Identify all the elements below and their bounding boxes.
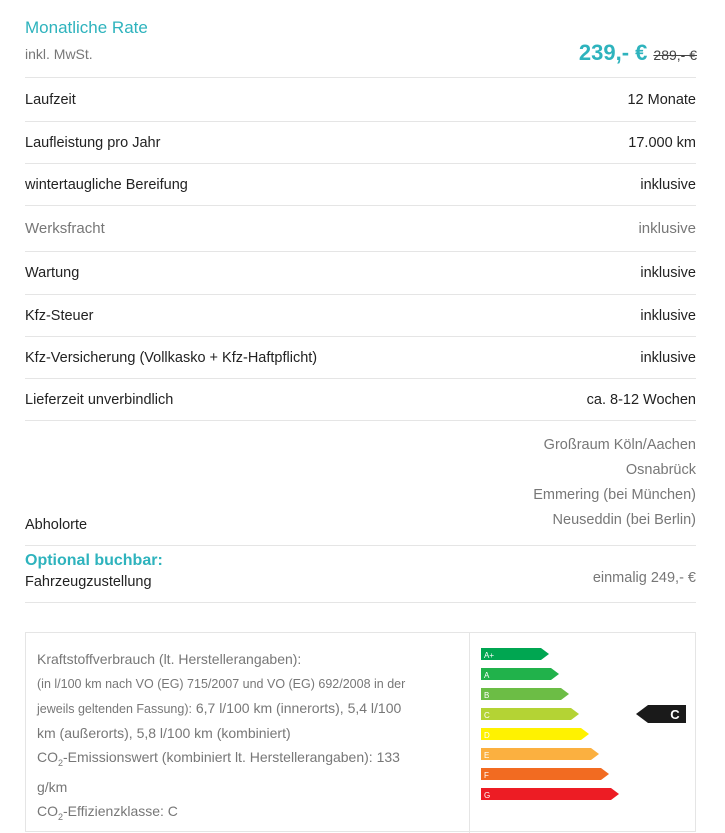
- active-class-letter: C: [670, 707, 680, 722]
- energy-class-label: A: [484, 671, 490, 680]
- detail-label: Lieferzeit unverbindlich: [25, 391, 174, 408]
- energy-class-label: F: [484, 771, 489, 780]
- energy-class-label: G: [484, 791, 491, 800]
- pickup-locations: [533, 433, 696, 533]
- energy-class-bar: [481, 668, 559, 680]
- divider: [469, 633, 470, 833]
- detail-row: [25, 205, 696, 251]
- optional-section: [25, 550, 696, 603]
- consumption-heading: Kraftstoffverbrauch (lt. Herstellerangaben):: [37, 651, 302, 667]
- pickup-row: [25, 420, 696, 546]
- details-table: [25, 77, 696, 546]
- energy-class-bar: [481, 688, 569, 700]
- detail-value: inklusive: [638, 220, 696, 237]
- detail-label: Werksfracht: [25, 220, 105, 237]
- active-class-marker: [636, 705, 686, 723]
- consumption-values: 6,7 l/100 km (innerorts), 5,4 l/100: [195, 700, 402, 716]
- consumption-text: [37, 647, 449, 829]
- detail-label: Laufleistung pro Jahr: [25, 134, 161, 151]
- regulation-note-cont: jeweils geltenden Fassung):: [37, 702, 192, 716]
- regulation-note: (in l/100 km nach VO (EG) 715/2007 und VO (EG) 692/2008 in der: [37, 677, 406, 691]
- pickup-location: Großraum Köln/Aachen: [543, 437, 696, 453]
- energy-class-label: D: [484, 731, 490, 740]
- detail-label: Laufzeit: [25, 91, 76, 108]
- detail-value: 12 Monate: [627, 91, 696, 108]
- detail-value: inklusive: [640, 349, 696, 366]
- detail-value: inklusive: [640, 265, 696, 281]
- detail-label: Kfz-Steuer: [25, 307, 94, 324]
- monthly-rate-title: Monatliche Rate: [25, 18, 148, 37]
- energy-class-label: E: [484, 751, 490, 760]
- detail-value: inklusive: [640, 307, 696, 324]
- current-price: 239,- €: [578, 40, 648, 65]
- detail-label: Wartung: [25, 265, 80, 281]
- energy-class-label: B: [484, 691, 490, 700]
- energy-class-label: A+: [484, 651, 495, 660]
- detail-label: wintertaugliche Bereifung: [25, 176, 188, 193]
- energy-class-bar: [481, 788, 619, 800]
- pickup-location: Neuseddin (bei Berlin): [552, 512, 696, 528]
- detail-value: inklusive: [640, 176, 696, 193]
- price-block: [579, 40, 697, 66]
- energy-class-bar: [481, 648, 549, 660]
- efficiency-class: $CO_2$-Effizienzklasse: C: [37, 802, 178, 822]
- pickup-label: Abholorte: [25, 517, 88, 533]
- detail-row: [25, 294, 696, 336]
- vehicle-delivery-price: einmalig 249,- €: [592, 570, 696, 586]
- old-price: 289,- €: [653, 47, 697, 63]
- co2-emission-unit: g/km: [37, 778, 68, 795]
- energy-class-bar: [481, 768, 609, 780]
- detail-row: [25, 251, 696, 294]
- detail-value: 17.000 km: [628, 134, 696, 151]
- environment-box: [25, 632, 696, 832]
- energy-efficiency-label: [476, 643, 691, 823]
- detail-row: [25, 163, 696, 205]
- detail-value: ca. 8-12 Wochen: [586, 391, 696, 408]
- energy-class-bar: [481, 708, 579, 720]
- energy-class-bar: [481, 748, 599, 760]
- optional-title: Optional buchbar:: [25, 552, 163, 569]
- detail-label: Kfz-Versicherung (Vollkasko + Kfz-Haftpflicht): [25, 349, 318, 366]
- detail-row: [25, 336, 696, 378]
- detail-row: [25, 77, 696, 121]
- detail-row: [25, 121, 696, 163]
- energy-class-bar: [481, 728, 589, 740]
- pickup-location: Emmering (bei München): [533, 487, 696, 503]
- detail-row: [25, 378, 696, 420]
- energy-class-label: C: [484, 711, 490, 720]
- vehicle-delivery-label: Fahrzeugzustellung: [25, 574, 152, 590]
- co2-emission: $CO_2$-Emissionswert (kombiniert lt. Herstellerangaben): 133: [37, 749, 400, 768]
- pickup-location: Osnabrück: [625, 462, 696, 478]
- consumption-values-cont: km (außerorts), 5,8 l/100 km (kombiniert): [37, 725, 291, 741]
- vat-note: inkl. MwSt.: [25, 46, 93, 62]
